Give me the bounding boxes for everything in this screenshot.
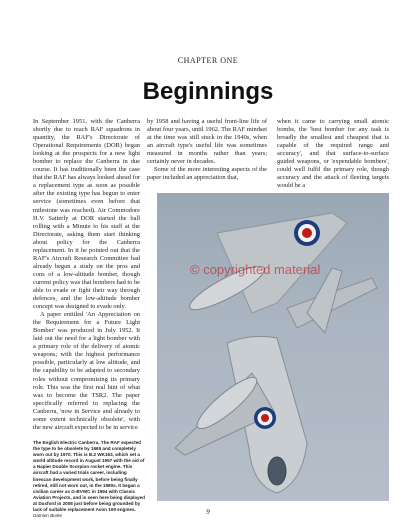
caption-text: The English Electric Canberra. The RAF expected the type to be obsolete by 1965 and completely worn out by 1970. This is B.2 WK163, which set a world altitude record in August 1957 with the aid of a Napier Double Scorpion rocket engine. This aircraft had a varied trials career, including linescan development work, before being finally retired, still not worn out, in the 1980s. It began a civilian career as G-BVWC in 1994 with Classic Aviation Projects, and is seen here being displayed at Duxford in 2008 just before being grounded by lack of suitable replacement Avon 109 engines. [33, 440, 145, 513]
paragraph: when it came to carrying small atomic bombs, the 'best bomber for any task is broadly the smallest and cheapest that is capable of the required range and accuracy', and that surface-to-surface guided weapons, or 'expendable bombers', could well fulfil the primary role, though accuracy and the attack of fleeting targets would be a [277, 118, 389, 190]
chapter-title: Beginnings [142, 78, 274, 105]
paragraph: by 1958 and having a useful front-line life of about four years, until 1962. The RAF mindset at the time was still stuck in the 1940s, when an aircraft type's useful life was sometimes measured in months rather than years; certainly never in decades. [147, 118, 267, 166]
text-column-1 [33, 118, 140, 432]
paragraph: In September 1951, with the Canberra shortly due to reach RAF squadrons in quantity, the RAF's Directorate of Operational Requirements (DOR) began looking at the prospects for a new light bomber to replace the Canberra in due course. It has traditionally been the case that the RAF has always looked ahead for a replacement type as soon as possible after the existing type has begun to enter service (sometimes even before that milestone was reached). Air Commodore H.V. Satterly at DOR started the ball rolling with a Minute to his staff at the Directorate, asking them start thinking about policy for the Canberra replacement. In it he pointed out that the RAF's Aircraft Research Committee had already begun a study on the pros and cons of a low-altitude bomber, though current policy was that bombers had to be able to evade or fight their way through defences, and the low-altitude bomber concept was designed to evade only. [33, 118, 141, 311]
paragraph: A paper entitled 'An Appreciation on the Requirement for a Future Light Bomber' was produced in July 1952. It laid out the need for a light bomber with a primary role of the delivery of atomic weapons; with the highest performance possible, particularly at low altitude, and the capability to be adapted to secondary roles without compromising its primary role. This was the first real hint of what was to become the TSR2. The paper specifically referred to replacing the Canberra, 'now in Service and already to some extent technically obsolete', with the new aircraft expected to be in service [33, 311, 140, 431]
caption-credit: Damien Burke [33, 513, 63, 519]
paragraph: Some of the more interesting aspects of the paper included an appreciation that, [147, 166, 267, 182]
copyright-watermark: © copyrighted material [190, 262, 321, 277]
aircraft-illustration [157, 193, 389, 501]
text-column-2 [147, 118, 267, 182]
page-number: 9 [206, 508, 210, 516]
text-column-3 [277, 118, 389, 190]
chapter-label: CHAPTER ONE [177, 56, 239, 65]
canberra-aircraft-photo [157, 193, 389, 501]
